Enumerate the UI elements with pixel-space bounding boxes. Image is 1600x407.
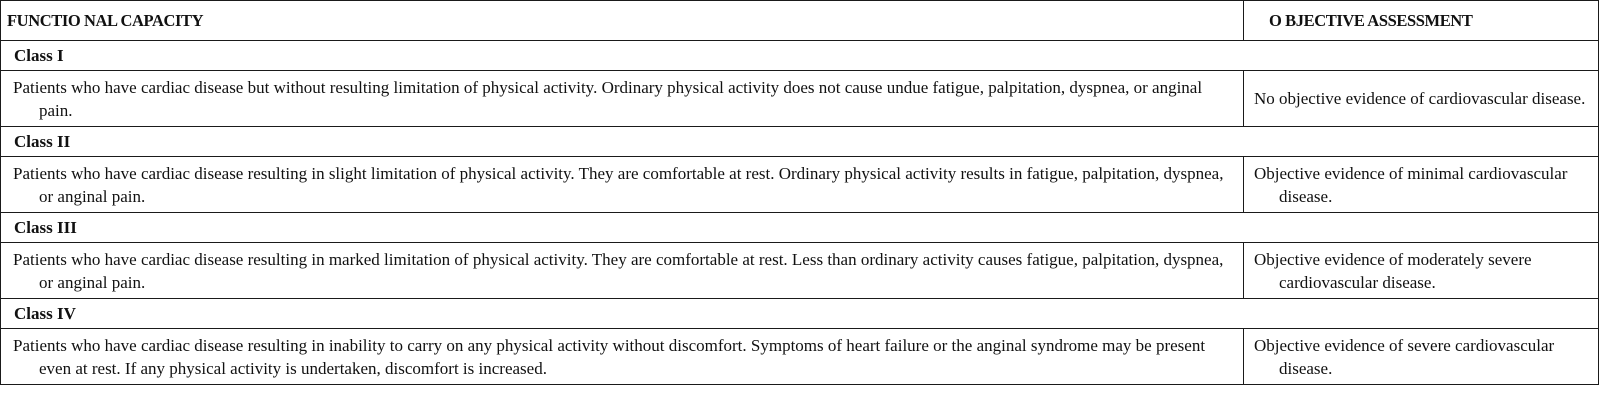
functional-capacity-text: Patients who have cardiac disease resulting in slight limitation of physical activity. They are comfortable at rest. Ordinary physical activity results in fatigue, palpitation, dyspnea, or anginal pain. xyxy=(13,163,1224,206)
objective-assessment-cell xyxy=(1244,243,1599,299)
objective-assessment-text: Objective evidence of severe cardiovascular disease. xyxy=(1254,335,1555,378)
class-row xyxy=(1,213,1599,243)
functional-capacity-text: Patients who have cardiac disease resulting in marked limitation of physical activity. They are comfortable at rest. Less than ordinary activity causes fatigue, palpitation, dyspnea, or anginal pain. xyxy=(13,249,1224,292)
class-label: Class II xyxy=(1,127,1599,157)
table-header-row xyxy=(1,1,1599,41)
functional-capacity-text: Patients who have cardiac disease but without resulting limitation of physical activity. Ordinary physical activity does not cause undue fatigue, palpitation, dyspnea, or anginal pain. xyxy=(13,77,1203,120)
class-row xyxy=(1,127,1599,157)
class-label: Class I xyxy=(1,41,1599,71)
objective-assessment-text: Objective evidence of moderately severe cardiovascular disease. xyxy=(1254,249,1532,292)
objective-assessment-text: No objective evidence of cardiovascular disease. xyxy=(1254,89,1586,108)
functional-capacity-text: Patients who have cardiac disease resulting in inability to carry on any physical activity without discomfort. Symptoms of heart failure or the anginal syndrome may be present even at rest. If any physical activity is undertaken, discomfort is increased. xyxy=(13,335,1206,378)
functional-capacity-cell xyxy=(1,329,1244,385)
objective-assessment-cell xyxy=(1244,329,1599,385)
class-row xyxy=(1,299,1599,329)
header-functional-capacity: FUNCTIO NAL CAPACITY xyxy=(1,1,1244,41)
header-objective-assessment: O BJECTIVE ASSESSMENT xyxy=(1244,1,1599,41)
table-row xyxy=(1,157,1599,213)
functional-capacity-cell xyxy=(1,243,1244,299)
objective-assessment-text: Objective evidence of minimal cardiovascular disease. xyxy=(1254,163,1568,206)
table-row xyxy=(1,243,1599,299)
table-row xyxy=(1,329,1599,385)
objective-assessment-cell xyxy=(1244,157,1599,213)
functional-capacity-cell xyxy=(1,71,1244,127)
class-row xyxy=(1,41,1599,71)
class-label: Class IV xyxy=(1,299,1599,329)
class-label: Class III xyxy=(1,213,1599,243)
objective-assessment-cell xyxy=(1244,71,1599,127)
table-row xyxy=(1,71,1599,127)
functional-capacity-cell xyxy=(1,157,1244,213)
